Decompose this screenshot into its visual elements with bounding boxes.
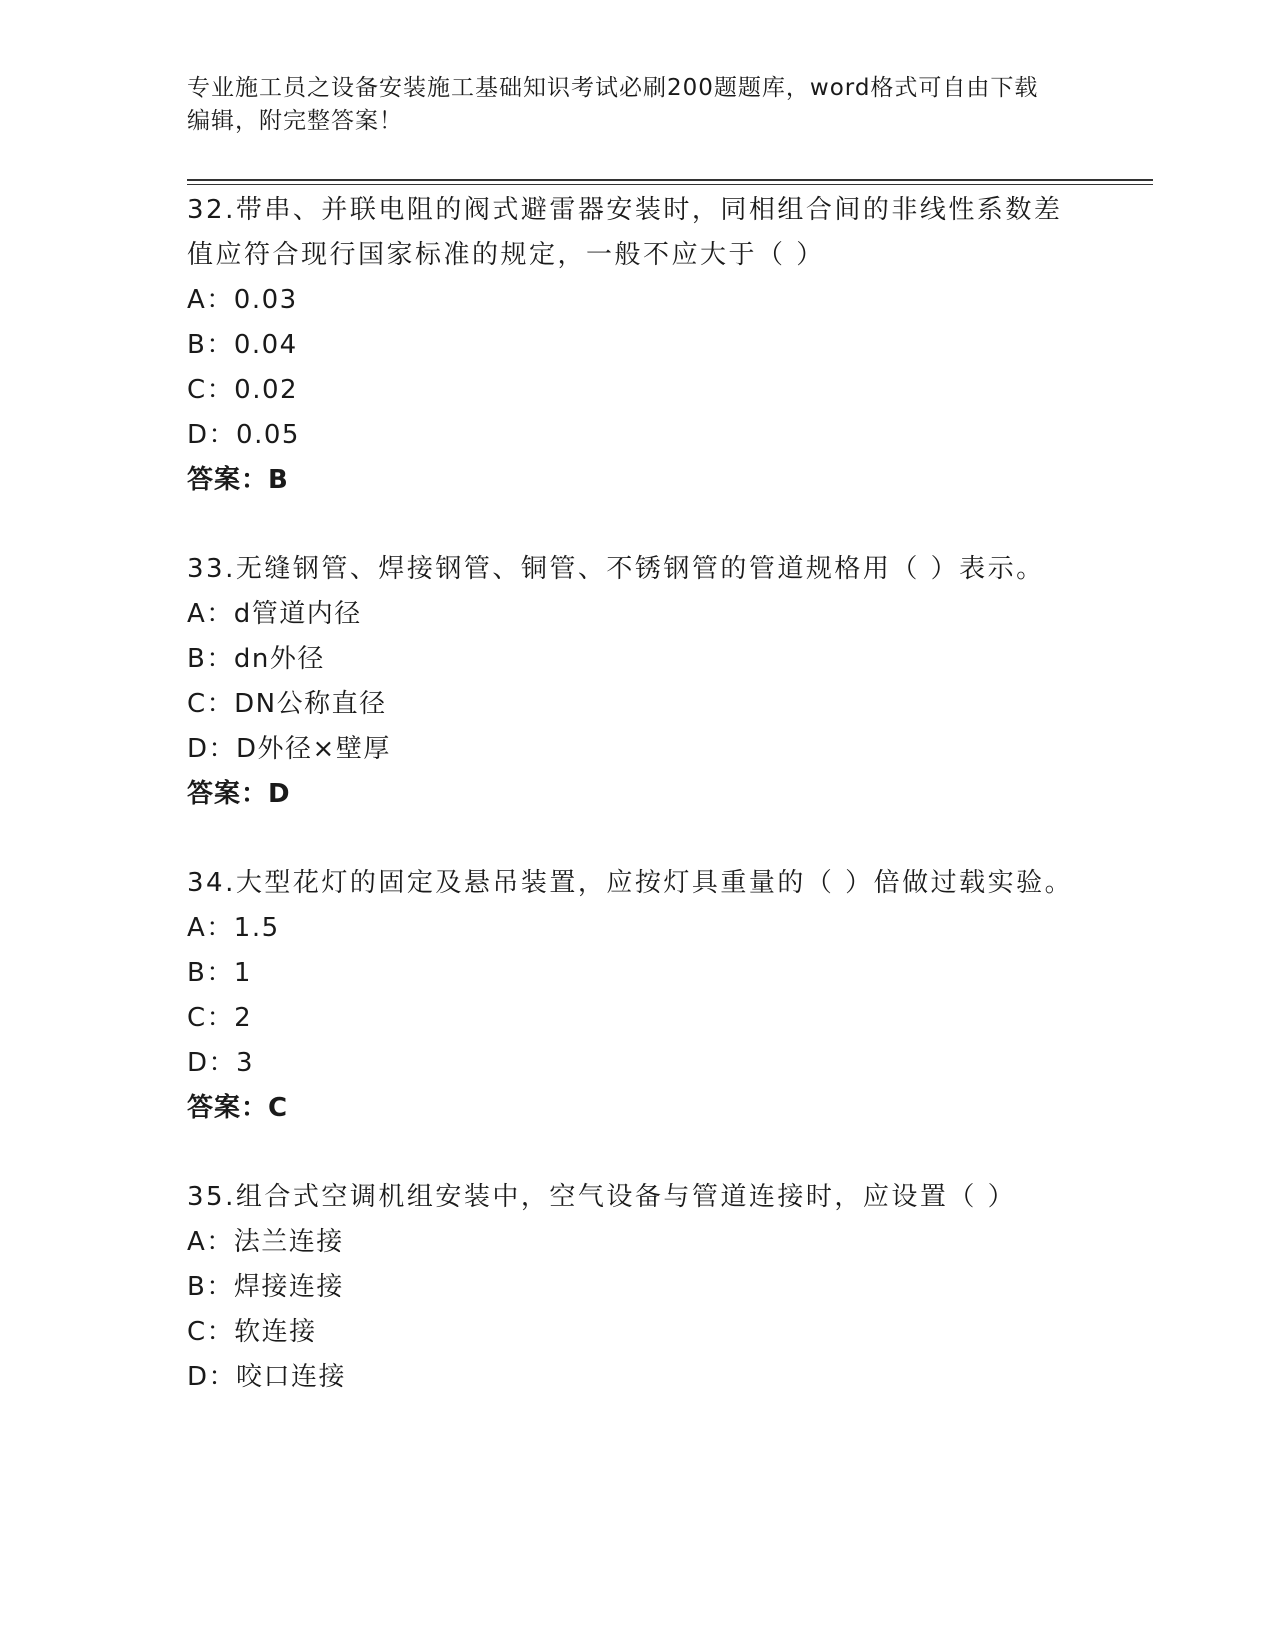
question-list (187, 188, 1087, 1444)
answer: 答案：B (187, 465, 289, 495)
option-b: B：dn外径 (187, 644, 325, 674)
header-divider-thick (187, 179, 1153, 181)
option-c: C：2 (187, 1003, 253, 1033)
question-text: 32.带串、并联电阻的阀式避雷器安装时，同相组合间的非线性系数差值应符合现行国家标准的规定，一般不应大于（ ） (187, 195, 1063, 270)
option-a: A：0.03 (187, 285, 298, 315)
option-c: C：0.02 (187, 375, 299, 405)
option-d: D：0.05 (187, 420, 300, 450)
option-a: A：法兰连接 (187, 1227, 344, 1257)
option-a: A：1.5 (187, 913, 280, 943)
option-c: C：DN公称直径 (187, 689, 387, 719)
question-text: 35.组合式空调机组安装中，空气设备与管道连接时，应设置（ ） (187, 1182, 1017, 1212)
header-title-line1: 专业施工员之设备安装施工基础知识考试必刷200题题库，word格式可自由下载 (187, 75, 1039, 101)
question-text: 33.无缝钢管、焊接钢管、铜管、不锈钢管的管道规格用（ ）表示。 (187, 554, 1045, 584)
option-b: B：1 (187, 958, 252, 988)
option-b: B：焊接连接 (187, 1272, 344, 1302)
question-35 (187, 1175, 1087, 1400)
answer: 答案：D (187, 779, 291, 809)
option-d: D：D外径×壁厚 (187, 734, 391, 764)
option-b: B：0.04 (187, 330, 298, 360)
option-c: C：软连接 (187, 1317, 317, 1347)
header-title-line2: 编辑，附完整答案！ (187, 108, 403, 134)
option-d: D：3 (187, 1048, 255, 1078)
question-34 (187, 861, 1087, 1131)
option-d: D：咬口连接 (187, 1362, 347, 1392)
header-divider-thin (187, 184, 1153, 185)
question-text: 34.大型花灯的固定及悬吊装置，应按灯具重量的（ ）倍做过载实验。 (187, 868, 1074, 898)
question-32 (187, 188, 1087, 503)
question-33 (187, 547, 1087, 817)
option-a: A：d管道内径 (187, 599, 362, 629)
answer: 答案：C (187, 1093, 289, 1123)
document-header (187, 72, 1087, 138)
